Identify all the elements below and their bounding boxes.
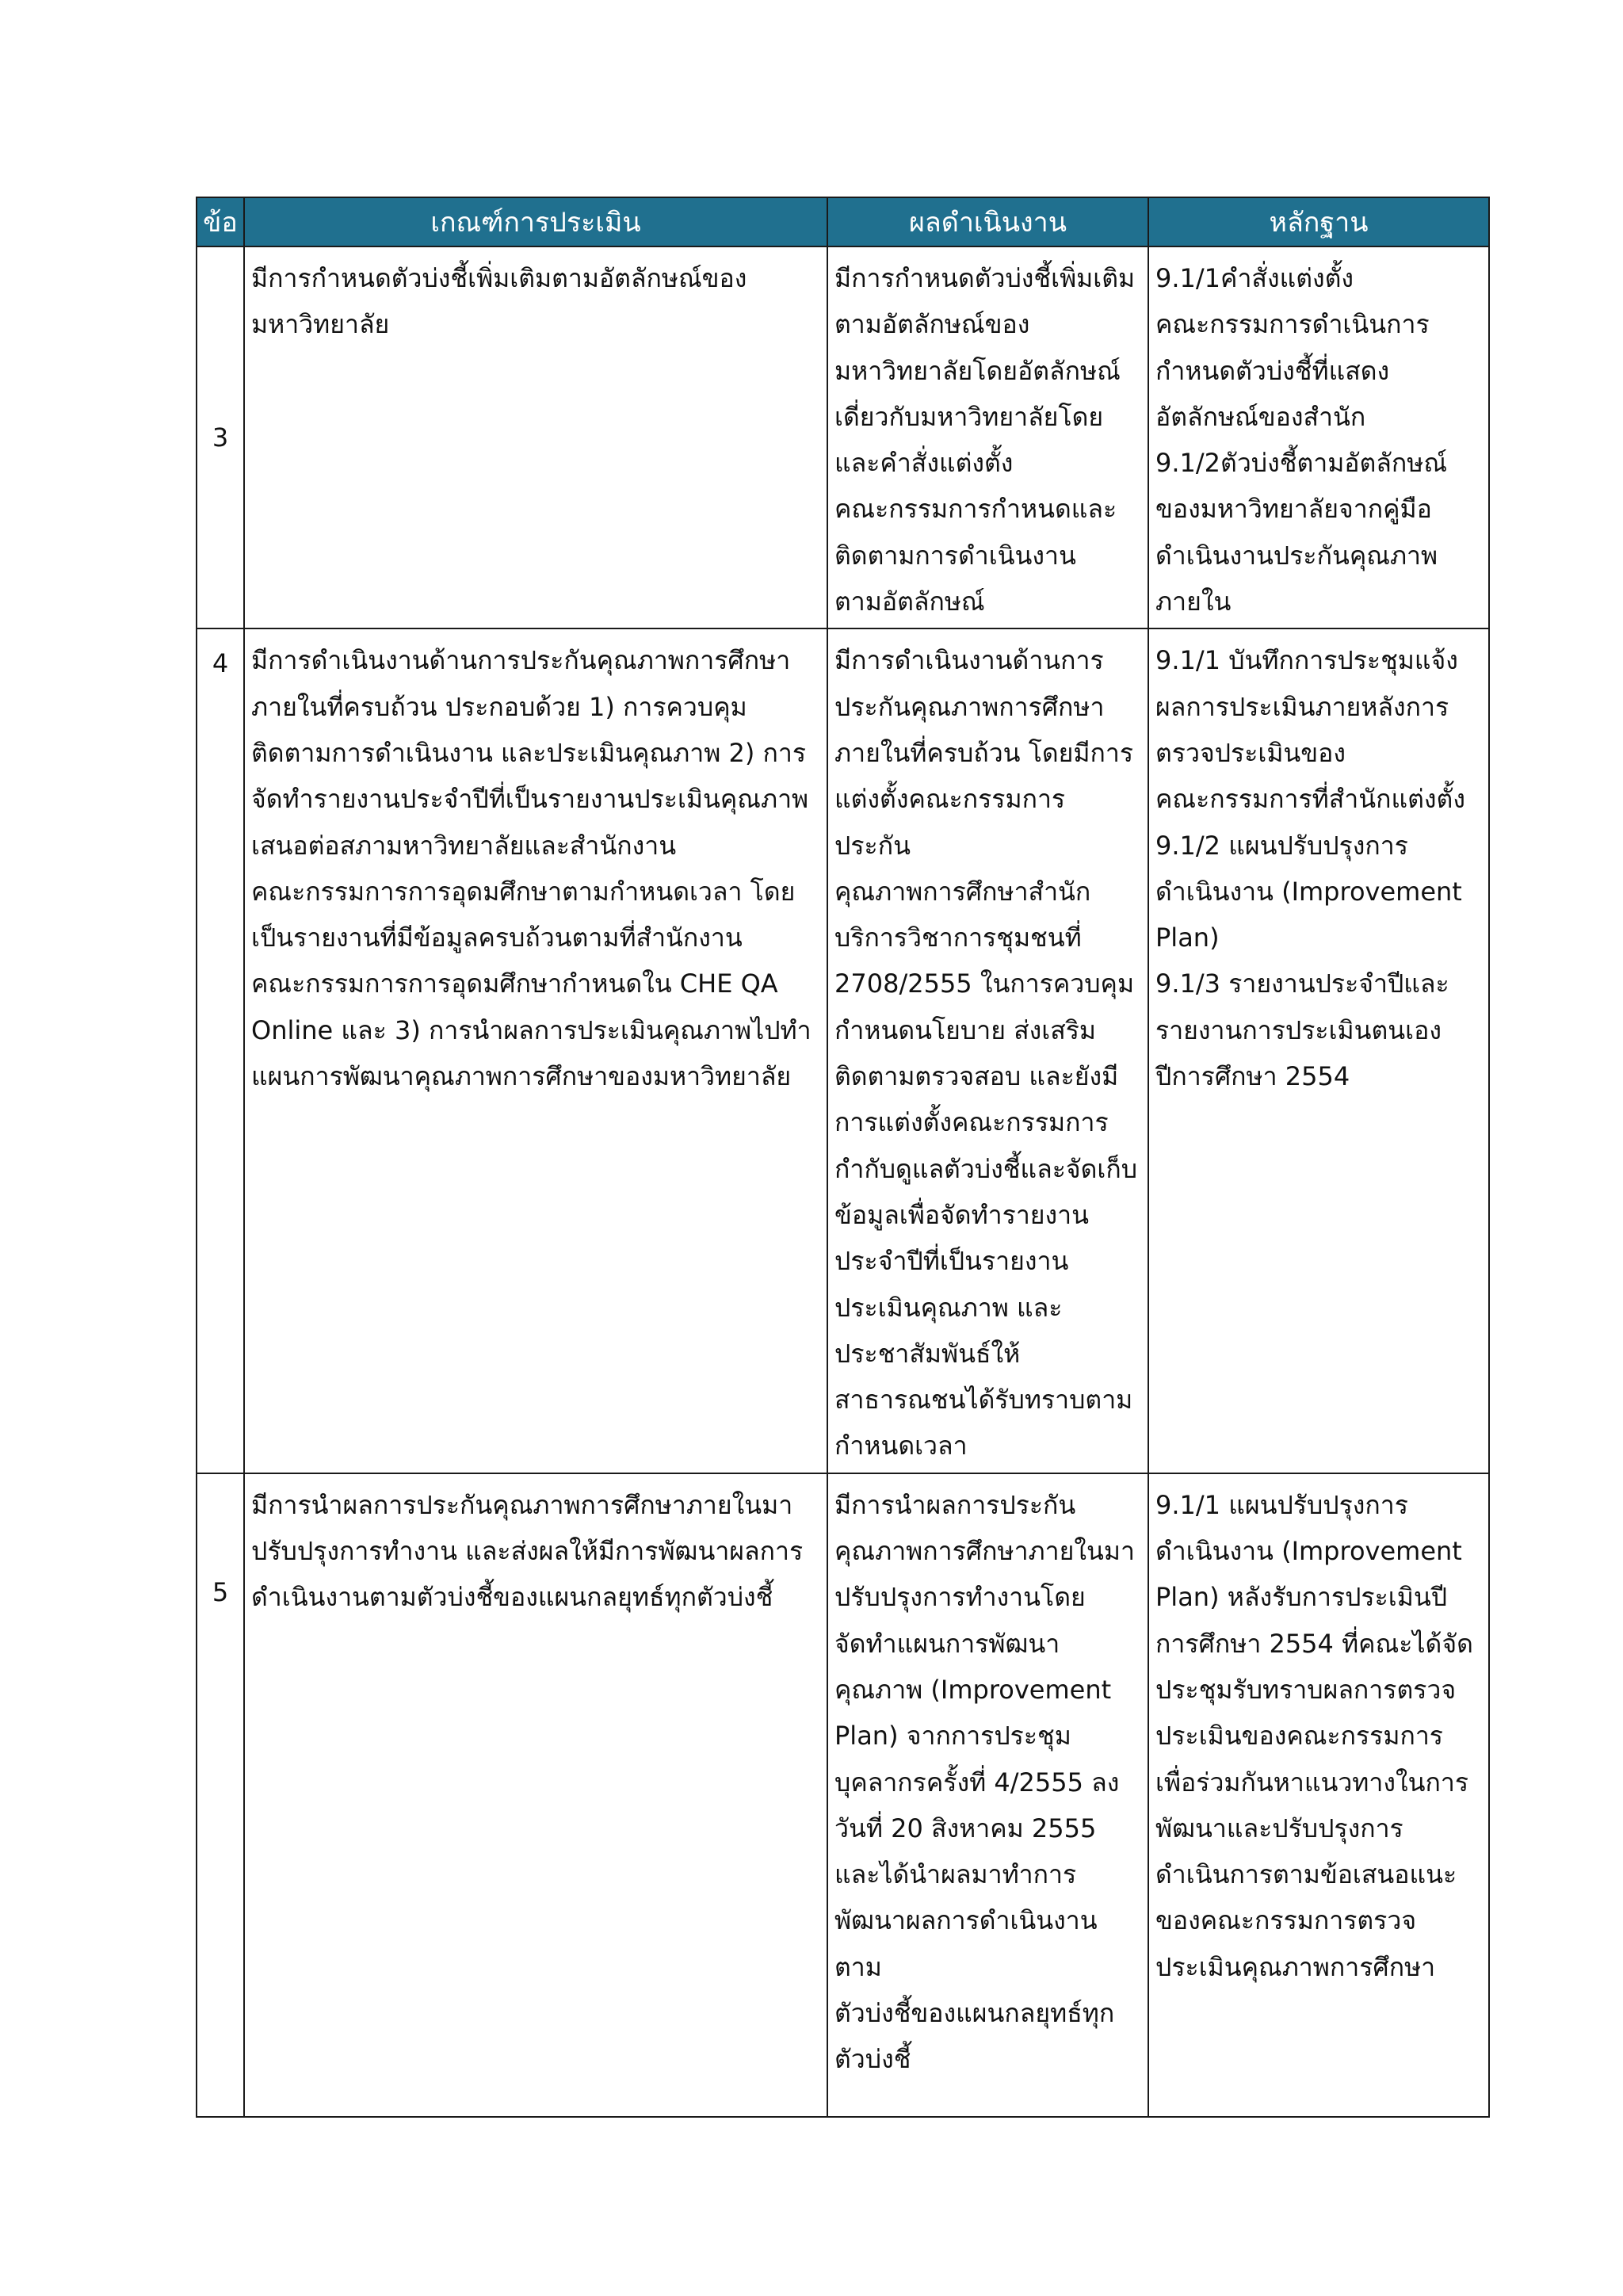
criteria-text: มีการดำเนินงานด้านการประกันคุณภาพการศึกษา ภายในที่ครบถ้วน ประกอบด้วย 1) การควบคุม ติดตามการดำเนินงาน และประเมินคุณภาพ 2) การ จัดทำรายงานประจำปีที่เป็นรายงานประเมินคุณภาพ เสนอต่อสภามหาวิทยาลัยและสำนักงาน คณะกรรมการการอุดมศึกษาตามกำหนดเวลา โดย เป็นรายงานที่มีข้อมูลครบถ้วนตามที่สำนักงาน คณะกรรมการการอุดมศึกษากำหนดใน CHE QA Online และ 3) การนำผลการประเมินคุณภาพไปทำ แผนการพัฒนาคุณภาพการศึกษาของมหาวิทยาลัย	[251, 645, 812, 1092]
evidence-cell	[1148, 1473, 1489, 2117]
result-cell	[827, 246, 1148, 628]
assessment-table	[196, 197, 1490, 2118]
criteria-text: มีการกำหนดตัวบ่งชี้เพิ่มเติมตามอัตลักษณ์ของ มหาวิทยาลัย	[251, 263, 747, 340]
header-no: ข้อ	[197, 197, 244, 246]
header-result: ผลดำเนินงาน	[827, 197, 1148, 246]
row-number: 5	[197, 1473, 244, 2117]
table-row	[197, 246, 1489, 628]
criteria-cell	[244, 628, 827, 1473]
table-header-row	[197, 197, 1489, 246]
result-cell	[827, 1473, 1148, 2117]
table-row	[197, 1473, 1489, 2117]
evidence-text: 9.1/1 บันทึกการประชุมแจ้ง ผลการประเมินภายหลังการ ตรวจประเมินของ คณะกรรมการที่สำนักแต่งตั้ง 9.1/2 แผนปรับปรุงการ ดำเนินงาน (Improvement Plan) 9.1/3 รายงานประจำปีและ รายงานการประเมินตนเอง ปีการศึกษา 2554	[1155, 645, 1465, 1092]
result-text: มีการกำหนดตัวบ่งชี้เพิ่มเติม ตามอัตลักษณ์ของ มหาวิทยาลัยโดยอัตลักษณ์ เดี่ยวกับมหาวิทยาลัยโดย และคำสั่งแต่งตั้ง คณะกรรมการกำหนดและ ติดตามการดำเนินงาน ตามอัตลักษณ์	[834, 263, 1136, 617]
result-text: มีการดำเนินงานด้านการ ประกันคุณภาพการศึกษา ภายในที่ครบถ้วน โดยมีการ แต่งตั้งคณะกรรมการประกัน คุณภาพการศึกษาสำนัก บริการวิชาการชุมชนที่ 2708/2555 ในการควบคุม กำหนดนโยบาย ส่งเสริม ติดตามตรวจสอบ และยังมี การแต่งตั้งคณะกรรมการ กำกับดูแลตัวบ่งชี้และจัดเก็บ ข้อมูลเพื่อจัดทำรายงาน ประจำปีที่เป็นรายงาน ประเมินคุณภาพ และ ประชาสัมพันธ์ให้ สาธารณชนได้รับทราบตาม กำหนดเวลา	[834, 645, 1138, 1461]
evidence-text: 9.1/1คำสั่งแต่งตั้ง คณะกรรมการดำเนินการ กำหนดตัวบ่งชี้ที่แสดง อัตลักษณ์ของสำนัก 9.1/2ตัวบ่งชี้ตามอัตลักษณ์ ของมหาวิทยาลัยจากคู่มือ ดำเนินงานประกันคุณภาพ ภายใน	[1155, 263, 1448, 617]
result-text: มีการนำผลการประกัน คุณภาพการศึกษาภายในมา ปรับปรุงการทำงานโดย จัดทำแผนการพัฒนา คุณภาพ (Improvement Plan) จากการประชุม บุคลากรครั้งที่ 4/2555 ลง วันที่ 20 สิงหาคม 2555 และได้นำผลมาทำการ พัฒนาผลการดำเนินงานตาม ตัวบ่งชี้ของแผนกลยุทธ์ทุก ตัวบ่งชี้	[834, 1489, 1135, 2075]
header-evidence: หลักฐาน	[1148, 197, 1489, 246]
criteria-cell	[244, 1473, 827, 2117]
criteria-cell	[244, 246, 827, 628]
row-number: 4	[197, 628, 244, 1473]
row-number: 3	[197, 246, 244, 628]
result-cell	[827, 628, 1148, 1473]
evidence-text: 9.1/1 แผนปรับปรุงการ ดำเนินงาน (Improvement Plan) หลังรับการประเมินปี การศึกษา 2554 ที่คณะได้จัด ประชุมรับทราบผลการตรวจ ประเมินของคณะกรรมการ เพื่อร่วมกันหาแนวทางในการ พัฒนาและปรับปรุงการ ดำเนินการตามข้อเสนอแนะ ของคณะกรรมการตรวจ ประเมินคุณภาพการศึกษา	[1155, 1489, 1473, 1982]
table-row	[197, 628, 1489, 1473]
evidence-cell	[1148, 246, 1489, 628]
evidence-cell	[1148, 628, 1489, 1473]
header-criteria: เกณฑ์การประเมิน	[244, 197, 827, 246]
criteria-text: มีการนำผลการประกันคุณภาพการศึกษาภายในมา ปรับปรุงการทำงาน และส่งผลให้มีการพัฒนาผลการ ดำเนินงานตามตัวบ่งชี้ของแผนกลยุทธ์ทุกตัวบ่งชี้	[251, 1489, 804, 1613]
